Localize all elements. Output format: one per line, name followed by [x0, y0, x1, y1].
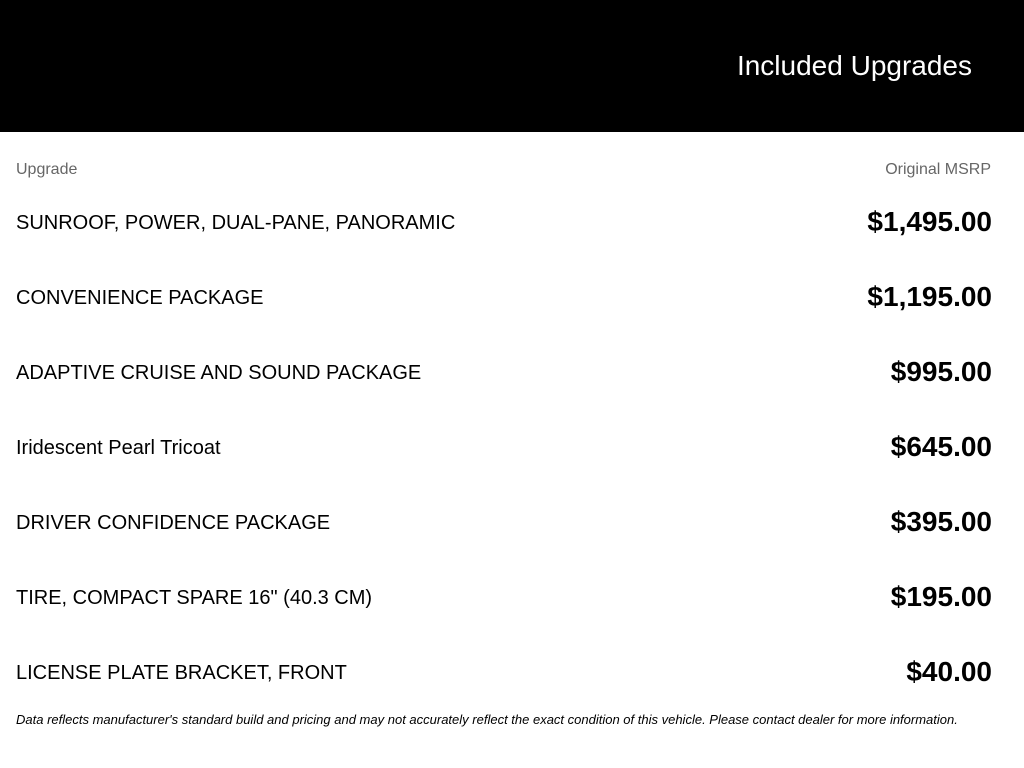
- upgrade-price: $395.00: [890, 506, 992, 537]
- list-item: [0, 335, 1024, 410]
- column-header-msrp: Original MSRP: [885, 161, 991, 178]
- page-title: Included Upgrades: [736, 50, 972, 81]
- list-item: [0, 485, 1024, 560]
- disclaimer-text: Data reflects manufacturer's standard build and pricing and may not accurately reflect the exact condition of this vehicle. Please contact dealer for more information.: [16, 712, 958, 727]
- upgrade-price: $195.00: [890, 581, 992, 612]
- upgrade-price: $40.00: [906, 656, 992, 687]
- upgrade-price: $995.00: [890, 356, 992, 387]
- list-item: [0, 410, 1024, 485]
- upgrade-price: $1,495.00: [867, 206, 992, 237]
- list-item: [0, 185, 1024, 260]
- upgrade-name: ADAPTIVE CRUISE AND SOUND PACKAGE: [16, 362, 422, 384]
- upgrade-name: LICENSE PLATE BRACKET, FRONT: [16, 662, 347, 684]
- upgrade-name: TIRE, COMPACT SPARE 16" (40.3 CM): [16, 587, 373, 609]
- upgrade-name: DRIVER CONFIDENCE PACKAGE: [16, 512, 331, 534]
- list-item: [0, 260, 1024, 335]
- upgrade-name: CONVENIENCE PACKAGE: [16, 287, 264, 309]
- list-item: [0, 560, 1024, 635]
- upgrade-price: $1,195.00: [867, 281, 992, 312]
- header-banner: [0, 0, 1024, 132]
- column-header-upgrade: Upgrade: [16, 161, 78, 178]
- upgrade-name: SUNROOF, POWER, DUAL-PANE, PANORAMIC: [16, 212, 456, 234]
- upgrade-name: Iridescent Pearl Tricoat: [16, 437, 221, 459]
- upgrades-list: [0, 185, 1024, 710]
- upgrade-price: $645.00: [890, 431, 992, 462]
- list-item: [0, 635, 1024, 710]
